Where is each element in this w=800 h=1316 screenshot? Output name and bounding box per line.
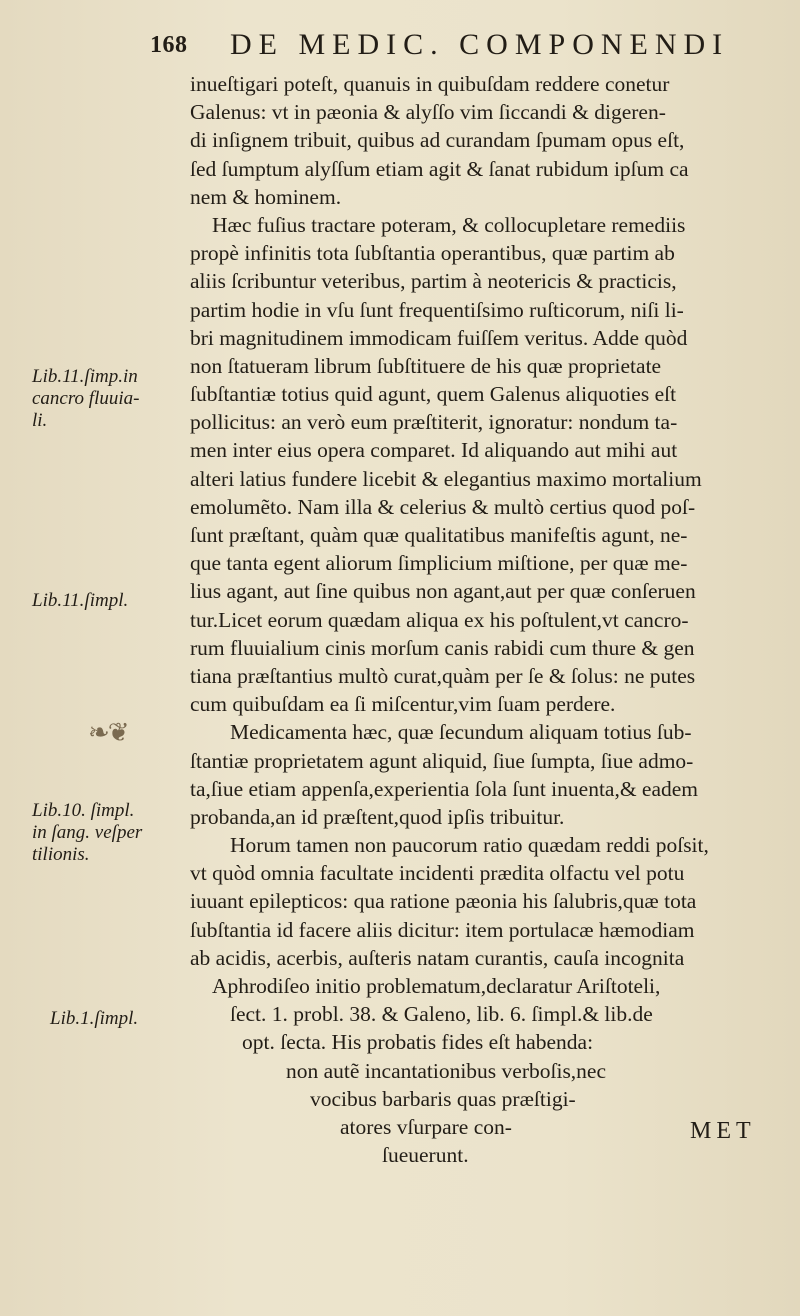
text-line: pollicitus: an verò eum præſtiterit, ignoratur: nondum ta- (190, 410, 678, 435)
margin-note-line: tilionis. (32, 844, 90, 865)
text-line: que tanta egent aliorum ſimplicium miſtione, per quæ me- (190, 551, 688, 576)
text-line: tiana præſtantius multò curat,quàm per ſe & ſolus: ne putes (190, 663, 696, 688)
text-line: ſed ſumptum alyſſum etiam agit & ſanat rubidum ipſum ca (190, 156, 689, 181)
page-number: 168 (150, 32, 188, 58)
text-line: non autẽ incantationibus verboſis,nec (286, 1058, 607, 1083)
running-title: DE MEDIC. COMPONENDI (230, 28, 730, 61)
text-line: rum fluuialium cinis morſum canis rabidi cum thure & gen (190, 635, 695, 660)
text-line: Galenus: vt in pæonia & alyſſo vim ſiccandi & digeren- (190, 100, 666, 125)
margin-note-line: Lib.11.ſimp.in (32, 366, 138, 387)
main-text-block (190, 70, 770, 1169)
page-header (150, 28, 760, 68)
margin-note (50, 1008, 200, 1030)
margin-note-line: Lib.11.ſimpl. (32, 590, 129, 611)
text-line: cum quibuſdam ea ſi miſcentur,vim ſuam perdere. (190, 692, 616, 717)
text-line: ſubſtantiæ totius quid agunt, quem Galenus aliquoties eſt (190, 382, 677, 407)
margin-note (32, 366, 182, 432)
text-line: ab acidis, acerbis, auſteris natam curantis, cauſa incognita (190, 945, 685, 970)
text-line: atores vſurpare con- (340, 1114, 512, 1139)
text-line: emolumẽto. Nam illa & celerius & multò certius quod poſ- (190, 494, 696, 519)
paragraph-start-line: Horum tamen non paucorum ratio quædam reddi poſsit, (230, 833, 709, 858)
text-line: vocibus barbaris quas præſtigi- (310, 1086, 576, 1111)
text-line: propè infinitis tota ſubſtantia operantibus, quæ partim ab (190, 241, 675, 266)
printer-ornament-icon: ❧❦ (88, 718, 128, 747)
text-line: bri magnitudinem immodicam fuiſſem veritus. Adde quòd (190, 325, 688, 350)
margin-note-line: li. (32, 410, 48, 431)
text-line: inueſtigari poteſt, quanuis in quibuſdam reddere conetur (190, 72, 670, 96)
text-line: opt. ſecta. His probatis fides eſt habenda: (242, 1030, 594, 1055)
catchword: MET (690, 1118, 756, 1144)
paragraph-start-line: Hæc fuſius tractare poteram, & collocupletare remediis (212, 212, 686, 237)
text-line: ſubſtantia id facere aliis dicitur: item portulacæ hæmodiam (190, 917, 695, 942)
text-line: alteri latius fundere licebit & elegantius maximo mortalium (190, 466, 702, 491)
text-line: ta,ſiue etiam appenſa,experientia ſola ſunt inuenta,& eadem (190, 776, 699, 801)
text-line: tur.Licet eorum quædam aliqua ex his poſtulent,vt cancro- (190, 607, 689, 632)
margin-note-line: cancro fluuia- (32, 388, 140, 409)
text-line: men inter eius opera comparet. Id aliquando aut mihi aut (190, 438, 678, 463)
margin-note-line: in ſang. veſper (32, 822, 143, 843)
text-line: ſunt præſtant, quàm quæ qualitatibus manifeſtis agunt, ne- (190, 523, 688, 547)
text-line: lius agant, aut ſine quibus non agant,aut per quæ conſeruen (190, 579, 696, 604)
text-line: nem & hominem. (190, 184, 342, 209)
text-line: non ſtatueram librum ſubſtituere de his quæ proprietate (190, 353, 662, 378)
text-line: ſtantiæ proprietatem agunt aliquid, ſiue ſumpta, ſiue admo- (190, 748, 694, 773)
text-line: aliis ſcribuntur veteribus, partim à neotericis & practicis, (190, 269, 677, 294)
text-line: vt quòd omnia facultate incidenti prædita olfactu vel potu (190, 861, 685, 886)
text-line: partim hodie in vſu ſunt frequentiſsimo ruſticorum, niſi li- (190, 297, 684, 322)
text-line: di inſignem tribuit, quibus ad curandam ſpumam opus eſt, (190, 128, 685, 153)
margin-note-line: Lib.1.ſimpl. (50, 1008, 139, 1029)
margin-note (32, 590, 182, 612)
text-line: ſect. 1. probl. 38. & Galeno, lib. 6. ſimpl.& lib.de (230, 1002, 653, 1027)
text-line: ſueuerunt. (382, 1143, 469, 1168)
text-line: probanda,an id præſtent,quod ipſis tribuitur. (190, 804, 565, 829)
margin-note-line: Lib.10. ſimpl. (32, 800, 135, 821)
margin-note (32, 800, 182, 866)
text-line: Aphrodiſeo initio problematum,declaratur Ariſtoteli, (212, 974, 661, 998)
text-line: iuuant epilepticos: qua ratione pæonia his ſalubris,quæ tota (190, 889, 697, 914)
paragraph-start-line: Medicamenta hæc, quæ ſecundum aliquam totius ſub- (230, 720, 692, 745)
